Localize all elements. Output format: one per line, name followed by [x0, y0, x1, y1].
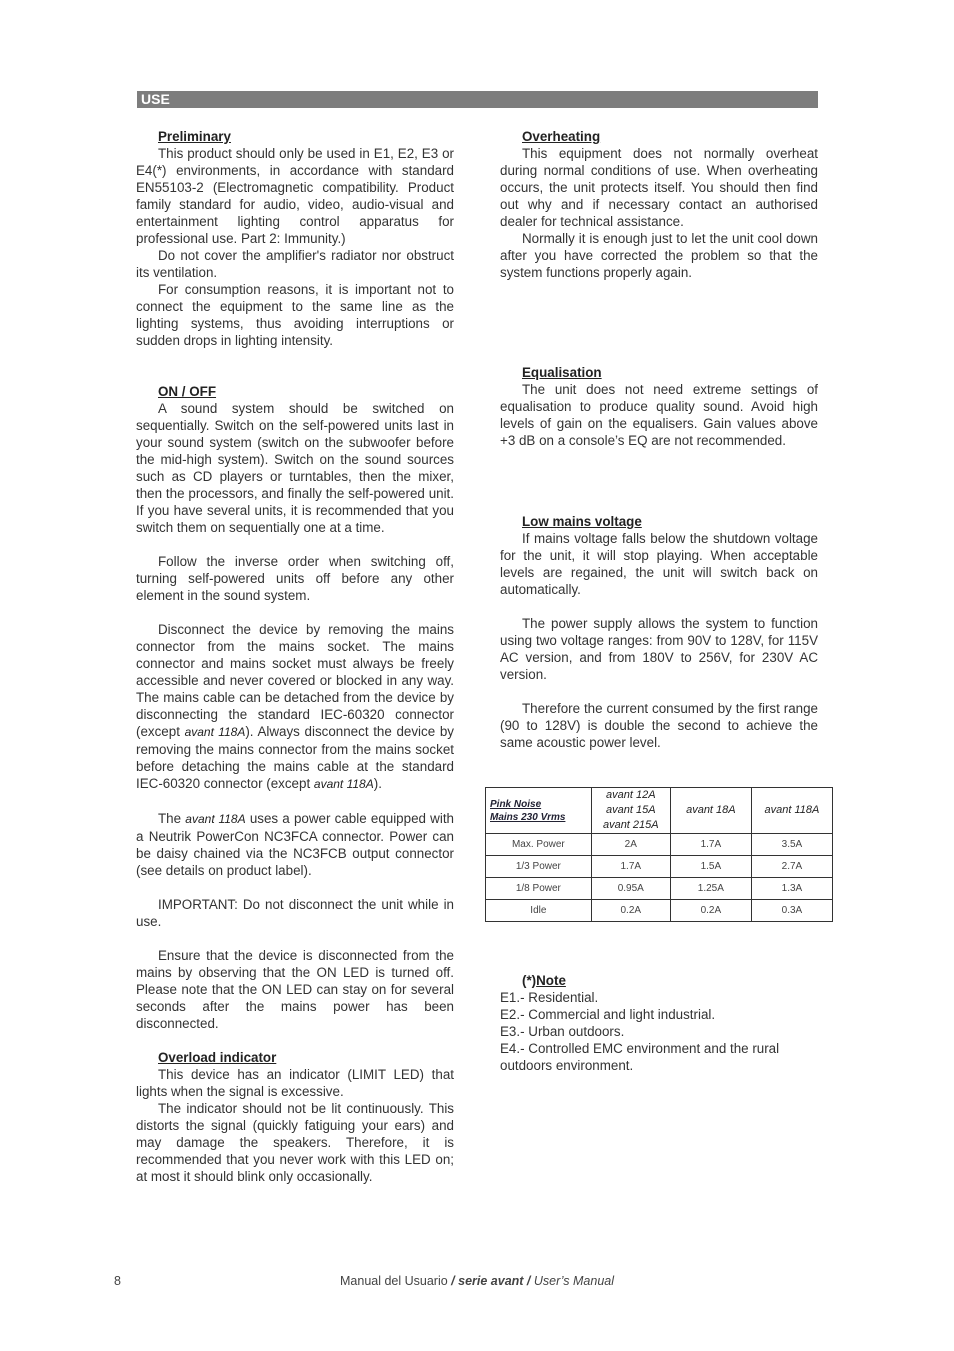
on-off-paragraph-1: A sound system should be switched on sequentially. Switch on the self-powered units last in your sound system (switch on the subwoofer before the mid-high system). Switch on the sound sources such as CD players or turntables, then the mixer, then the processors, and finally the self-powered unit. If you have several units, it is recommended that you switch them on sequentially one at a time.: [136, 401, 454, 535]
table-cell: 2.7A: [751, 856, 832, 878]
table-cell: 1.3A: [751, 878, 832, 900]
section-title: USE: [141, 91, 170, 107]
table-cell: 0.95A: [591, 878, 670, 900]
preliminary-paragraph-3: For consumption reasons, it is important not to connect the equipment to the same line as the lighting systems, thus avoiding interruptions or sudden drops in lighting intensity.: [136, 282, 454, 348]
note-line: E3.- Urban outdoors.: [500, 1024, 625, 1039]
low-mains-paragraph-3: Therefore the current consumed by the first range (90 to 128V) is double the second to achieve the same acoustic power level.: [500, 701, 818, 750]
table-cell: 0.3A: [751, 900, 832, 922]
table-cell: 1/3 Power: [486, 856, 592, 878]
overload-heading: Overload indicator: [158, 1050, 277, 1065]
overheating-paragraph-2: Normally it is enough just to let the unit cool down after you have corrected the problem so that the system functions properly again.: [500, 231, 818, 280]
note-line: E2.- Commercial and light industrial.: [500, 1007, 716, 1022]
model-name: avant 118A: [313, 777, 374, 791]
current-consumption-table: [485, 787, 833, 922]
overheating-section: [500, 128, 818, 281]
table-cell: Idle: [486, 900, 592, 922]
page-number: 8: [114, 1274, 121, 1288]
table-header-cell: avant 12A avant 15A avant 215A: [591, 788, 670, 834]
on-off-paragraph-3: Disconnect the device by removing the mains connector from the mains socket. The mains connector and mains socket must always be freely accessible and never covered or blocked in any way. The mains cable can be detached from the device by disconnecting the standard IEC-60320 connector (except avant 118A). Always disconnect the device by removing the mains connector from the mains socket before detaching the mains cable at the standard IEC-60320 connector (except avant 118A).: [136, 622, 454, 791]
low-mains-heading: Low mains voltage: [522, 514, 642, 529]
low-mains-paragraph-1: If mains voltage falls below the shutdown voltage for the unit, it will stop playing. When acceptable levels are regained, the unit will switch back on automatically.: [500, 531, 818, 597]
table-cell: 1.7A: [591, 856, 670, 878]
left-column: [136, 128, 454, 1185]
table-cell: 1.25A: [670, 878, 751, 900]
overload-paragraph-2: The indicator should not be lit continuously. This distorts the signal (quickly fatiguing your ears) and may damage the speakers. Therefore, it is recommended that you never work with this LED on; at most it should blink only occasionally.: [136, 1101, 454, 1184]
section-header-bar: [137, 91, 818, 108]
note-line: E4.- Controlled EMC environment and the rural outdoors environment.: [500, 1041, 780, 1073]
on-off-paragraph-2: Follow the inverse order when switching off, turning self-powered units off before any other element in the sound system.: [136, 554, 454, 603]
table-header-cell: avant 118A: [751, 788, 832, 834]
table-cell: 1/8 Power: [486, 878, 592, 900]
table-cell: Max. Power: [486, 834, 592, 856]
equalisation-paragraph: The unit does not need extreme settings of equalisation to produce quality sound. Avoid high levels of gain on the equalisers. Gain values above +3 dB on a console’s EQ are not recommended.: [500, 382, 818, 448]
table-row: [486, 900, 833, 922]
table-cell: 3.5A: [751, 834, 832, 856]
on-off-paragraph-6: Ensure that the device is disconnected from the mains by observing that the ON LED is turned off. Please note that the ON LED can stay on for several seconds after the mains power has been disconnected.: [136, 948, 454, 1031]
table-cell: 2A: [591, 834, 670, 856]
model-name: avant 118A: [184, 725, 246, 739]
table-row: [486, 878, 833, 900]
on-off-paragraph-4: The avant 118A uses a power cable equipped with a Neutrik PowerCon NC3FCA connector. Power can be daisy chained via the NC3FCB output connector (see details on product label).: [136, 811, 454, 878]
footer-title: Manual del Usuario / serie avant / User’s Manual: [340, 1274, 615, 1288]
model-name: avant 118A: [185, 812, 246, 826]
overheating-paragraph-1: This equipment does not normally overheat during normal conditions of use. When overheating occurs, the unit protects itself. You should then find out why and if necessary contact an authorised dealer for technical assistance.: [500, 146, 818, 229]
note-heading: (*)Note: [522, 973, 566, 988]
table-corner-cell: Pink Noise Mains 230 Vrms: [486, 788, 592, 834]
low-mains-section: [500, 513, 818, 751]
table-cell: 0.2A: [670, 900, 751, 922]
on-off-heading: ON / OFF: [158, 384, 217, 399]
table-header-cell: avant 18A: [670, 788, 751, 834]
table-cell: 1.5A: [670, 856, 751, 878]
low-mains-paragraph-2: The power supply allows the system to function using two voltage ranges: from 90V to 128V, for 115V AC version, and from 180V to 256V, for 230V AC version.: [500, 616, 818, 682]
overload-paragraph-1: This device has an indicator (LIMIT LED) that lights when the signal is excessive.: [136, 1067, 454, 1099]
overheating-heading: Overheating: [522, 129, 601, 144]
table-row: [486, 856, 833, 878]
equalisation-heading: Equalisation: [522, 365, 602, 380]
note-line: E1.- Residential.: [500, 990, 599, 1005]
note-section: [500, 972, 820, 1074]
preliminary-heading: Preliminary: [158, 129, 231, 144]
table-cell: 0.2A: [591, 900, 670, 922]
table-row: [486, 834, 833, 856]
table-header-row: [486, 788, 833, 834]
on-off-paragraph-5: IMPORTANT: Do not disconnect the unit while in use.: [136, 897, 454, 929]
table-cell: 1.7A: [670, 834, 751, 856]
preliminary-paragraph-1: This product should only be used in E1, E2, E3 or E4(*) environments, in accordance with standard EN55103-2 (Electromagnetic compatibility. Product family standard for audio, video, audio-visual and entertainment lighting control apparatus for professional use. Part 2: Immunity.): [136, 146, 454, 246]
equalisation-section: [500, 364, 818, 449]
preliminary-paragraph-2: Do not cover the amplifier's radiator nor obstruct its ventilation.: [136, 248, 454, 280]
